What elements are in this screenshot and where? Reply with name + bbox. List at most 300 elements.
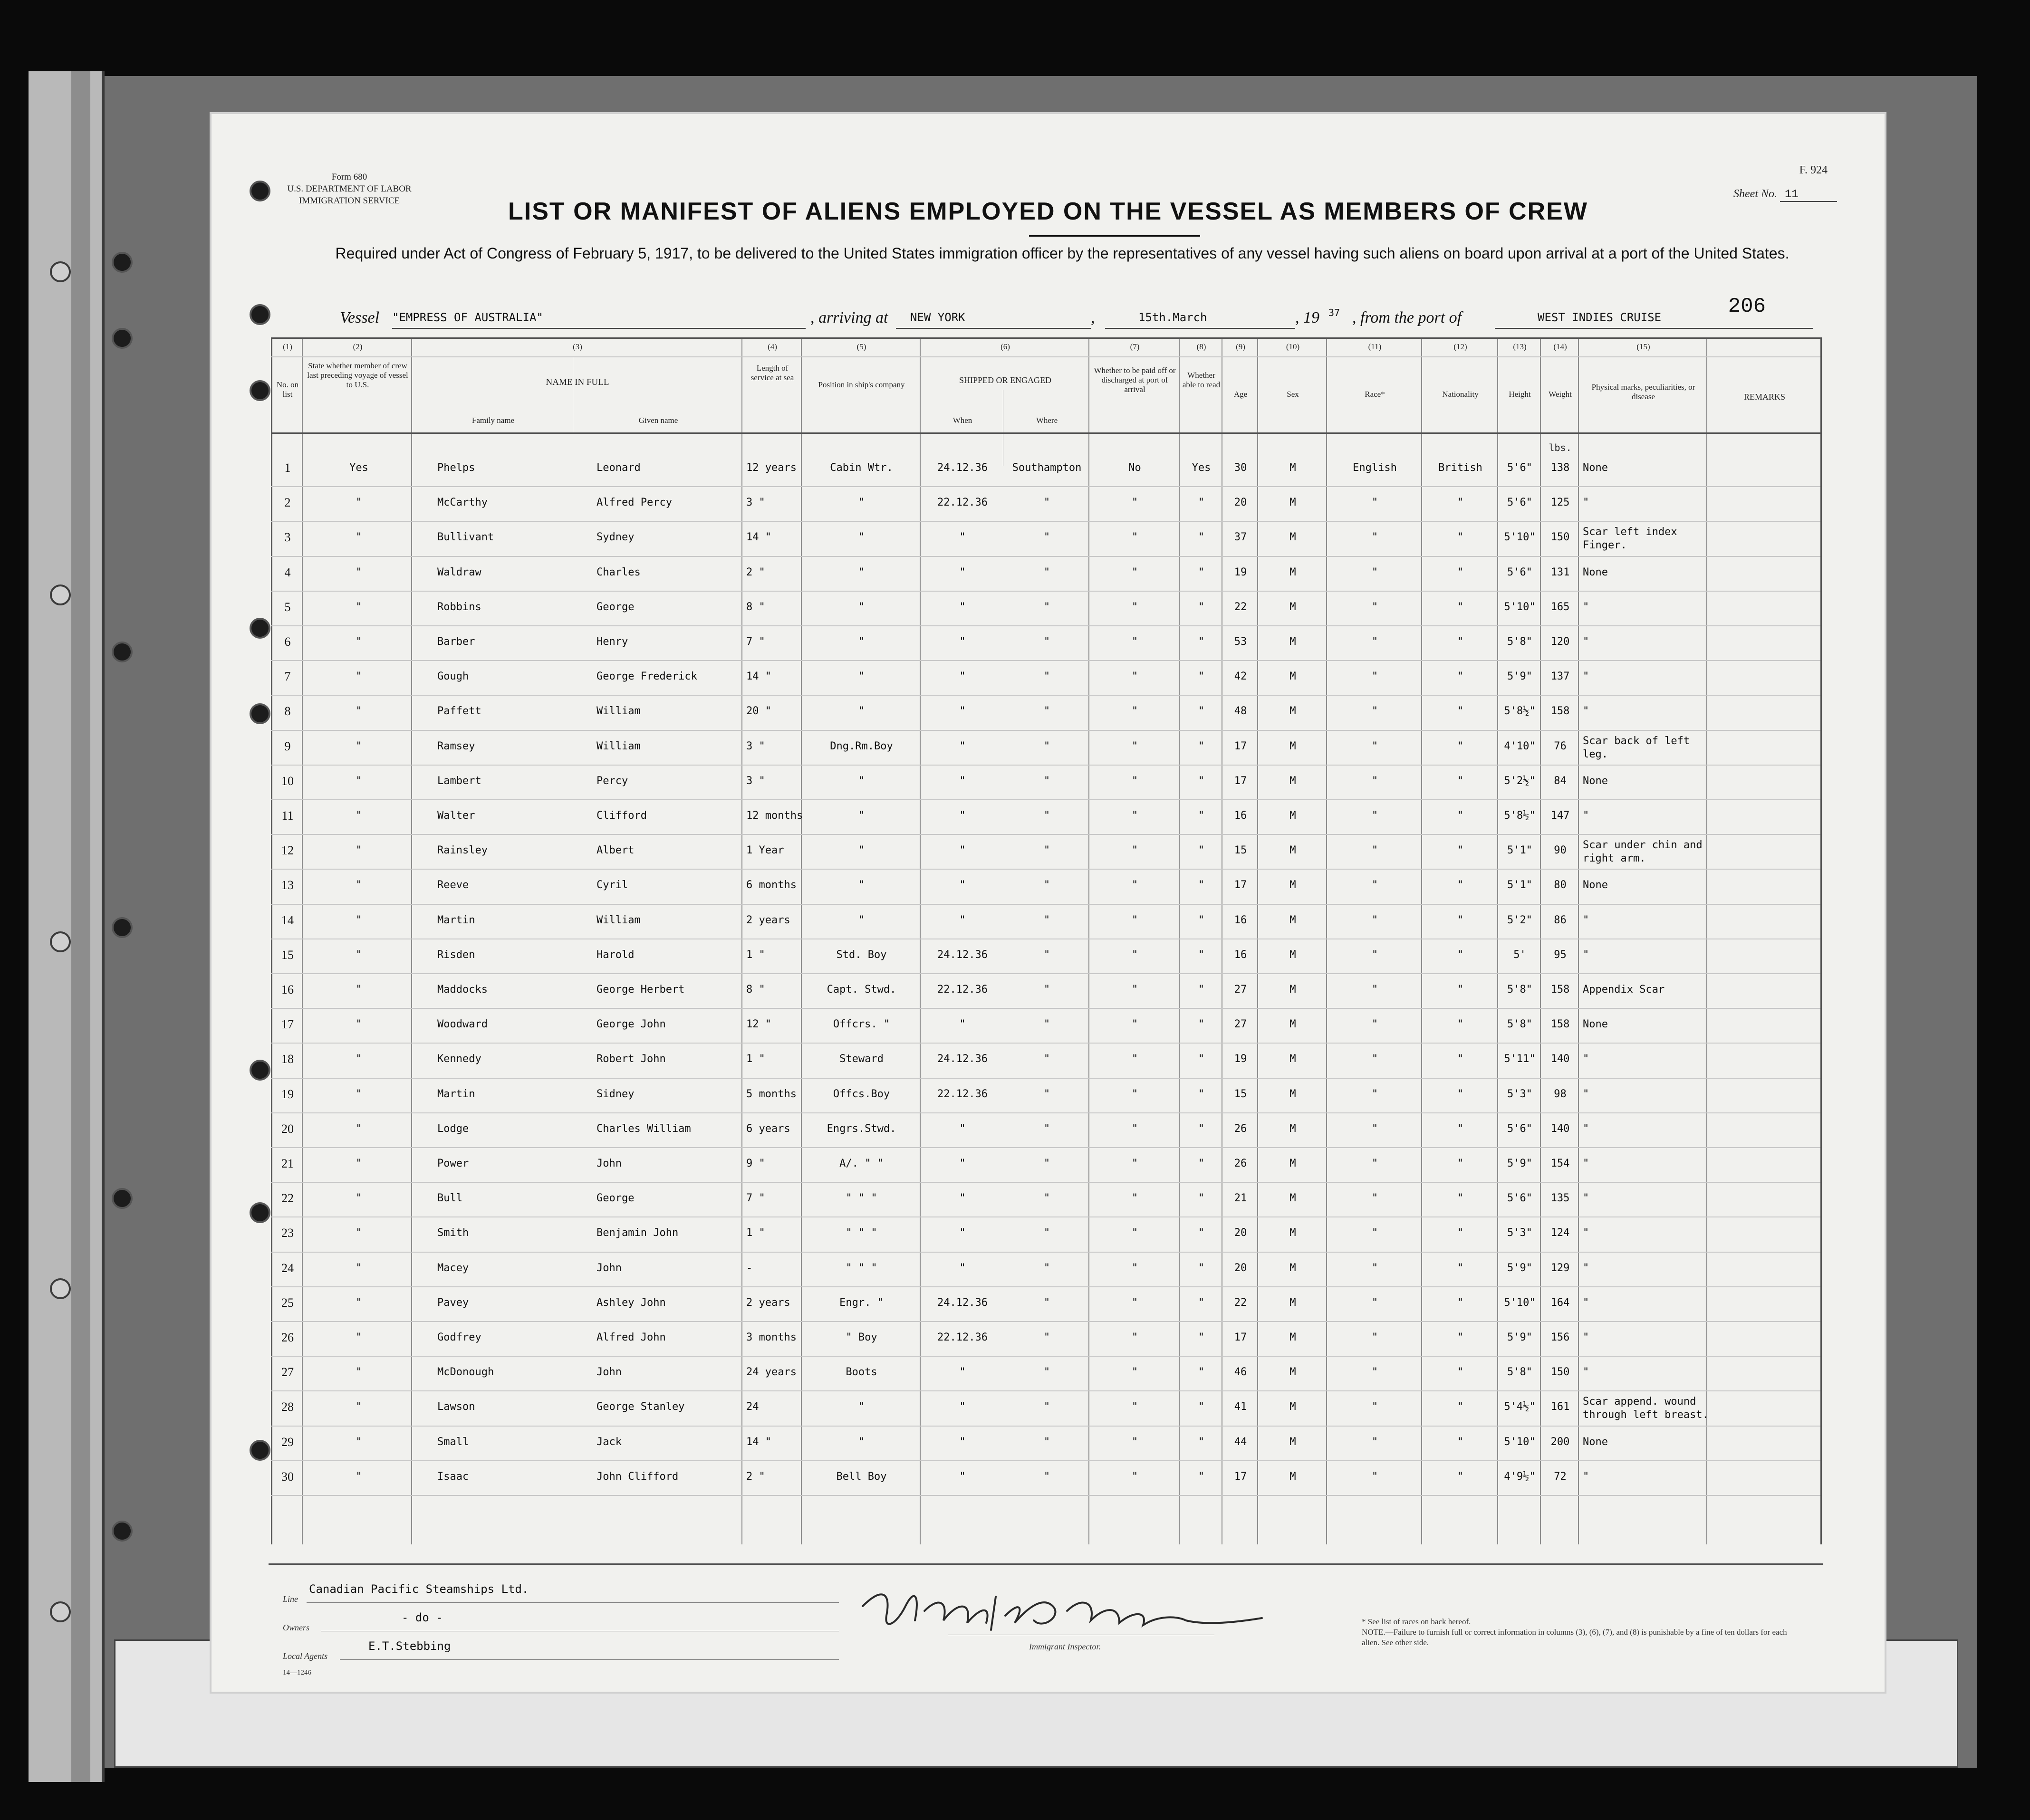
nationality-cell: " [1457, 1331, 1464, 1343]
race-cell: " [1371, 636, 1378, 648]
title-underline [1029, 235, 1200, 237]
binder-hole [50, 1601, 71, 1622]
header-rule [271, 356, 1820, 357]
paid-off-cell: " [1131, 740, 1138, 752]
height-cell: 5'10" [1504, 1296, 1536, 1309]
arrival-date: 15th.March [1105, 311, 1295, 329]
table-row [212, 765, 1885, 799]
previous-voyage-cell: " [356, 497, 362, 509]
physical-marks-cell: " [1583, 810, 1589, 822]
length-of-service-cell: 1 " [746, 1227, 765, 1239]
given-name-cell: George Frederick [596, 671, 697, 683]
able-to-read-cell: " [1198, 810, 1205, 822]
length-of-service-cell: 3 " [746, 775, 765, 787]
family-name-cell: Martin [437, 914, 475, 926]
col-age: Age [1233, 390, 1248, 399]
shipped-when-cell: " [959, 1192, 966, 1205]
sex-cell: M [1289, 775, 1296, 787]
nationality-cell: " [1457, 844, 1464, 857]
race-cell: " [1371, 914, 1378, 926]
height-cell: 5'1" [1507, 879, 1532, 891]
weight-cell: 154 [1550, 1158, 1570, 1169]
table-row [212, 1390, 1885, 1425]
physical-marks-cell: " [1583, 948, 1589, 961]
length-of-service-cell: 12 months [746, 810, 803, 822]
race-cell: " [1371, 740, 1378, 752]
physical-marks-cell: " [1583, 1470, 1589, 1483]
physical-marks-cell: " [1583, 1053, 1589, 1065]
shipped-when-cell: " [959, 531, 966, 544]
length-of-service-cell: 20 " [746, 705, 771, 718]
weight-cell: 95 [1554, 948, 1567, 961]
height-cell: 4'9½" [1504, 1470, 1536, 1483]
binder-spine [29, 71, 105, 1782]
col-7-number: (7) [1130, 342, 1140, 351]
agents-underline [340, 1659, 839, 1660]
paid-off-cell: " [1131, 566, 1138, 578]
table-row [212, 1008, 1885, 1043]
from-port: WEST INDIES CRUISE [1495, 311, 1813, 329]
shipped-when-cell: " [959, 844, 966, 857]
given-name-cell: John [596, 1262, 622, 1274]
shipped-where-cell: " [1043, 1053, 1050, 1065]
previous-voyage-cell: " [356, 1018, 362, 1031]
arrival-port: NEW YORK [896, 311, 1091, 329]
shipped-where-cell: " [1043, 601, 1050, 613]
able-to-read-cell: " [1198, 705, 1205, 718]
col-previous-voyage: State whether member of crew last preceding voyage of vessel to U.S. [307, 361, 408, 389]
shipped-where-cell: " [1043, 1296, 1050, 1309]
paid-off-cell: " [1131, 810, 1138, 822]
paid-off-cell: " [1131, 775, 1138, 787]
shipped-where-cell: " [1043, 914, 1050, 926]
race-cell: " [1371, 1122, 1378, 1135]
weight-cell: 200 [1550, 1436, 1570, 1448]
previous-voyage-cell: Yes [349, 462, 368, 474]
col-4-number: (4) [768, 342, 777, 351]
height-cell: 5'9" [1507, 1331, 1532, 1343]
year-prefix: , 19 [1295, 309, 1319, 326]
shipped-when-cell: " [959, 775, 966, 787]
col-1-number: (1) [283, 342, 292, 351]
given-name-cell: Percy [596, 775, 628, 787]
age-cell: 26 [1234, 1158, 1247, 1169]
paid-off-cell: " [1131, 601, 1138, 613]
age-cell: 20 [1234, 1262, 1247, 1274]
form-code: F. 924 [1799, 164, 1828, 176]
vessel-name: "EMPRESS OF AUSTRALIA" [392, 311, 806, 329]
row-number-cell: 3 [284, 530, 291, 545]
nationality-cell: " [1457, 1122, 1464, 1135]
able-to-read-cell: " [1198, 566, 1205, 578]
given-name-cell: Leonard [596, 462, 641, 474]
weight-cell: 164 [1550, 1296, 1570, 1309]
age-cell: 20 [1234, 497, 1247, 509]
position-cell: " [858, 601, 865, 613]
family-name-cell: Small [437, 1436, 469, 1448]
able-to-read-cell: " [1198, 775, 1205, 787]
nationality-cell: " [1457, 984, 1464, 996]
shipped-where-cell: " [1043, 844, 1050, 857]
weight-cell: 76 [1554, 740, 1567, 752]
row-number-cell: 4 [284, 565, 291, 579]
row-number-cell: 10 [281, 774, 294, 788]
race-cell: " [1371, 531, 1378, 544]
form-number: Form 680 [331, 172, 367, 182]
table-row [212, 521, 1885, 556]
row-number-cell: 30 [281, 1469, 294, 1484]
paid-off-cell: " [1131, 531, 1138, 544]
col-height: Height [1509, 390, 1531, 399]
physical-marks-cell: Scar under chin and right arm. [1583, 839, 1703, 865]
given-name-cell: John [596, 1366, 622, 1379]
col-no-on-list: No. on list [276, 380, 299, 399]
able-to-read-cell: " [1198, 879, 1205, 891]
length-of-service-cell: 6 months [746, 879, 797, 891]
previous-voyage-cell: " [356, 1053, 362, 1065]
family-name-cell: Robbins [437, 601, 481, 613]
shipped-where-cell: " [1043, 810, 1050, 822]
sex-cell: M [1289, 1158, 1296, 1169]
position-cell: Capt. Stwd. [827, 984, 896, 996]
age-cell: 22 [1234, 601, 1247, 613]
given-name-cell: George John [596, 1018, 666, 1031]
shipped-when-cell: 24.12.36 [937, 1053, 988, 1065]
sex-cell: M [1289, 810, 1296, 822]
nationality-cell: " [1457, 1227, 1464, 1239]
page-number: 206 [1728, 295, 1766, 318]
weight-cell: 161 [1550, 1401, 1570, 1413]
table-row [212, 1356, 1885, 1390]
col-able-to-read: Whether able to read [1182, 371, 1221, 389]
row-number-cell: 17 [281, 1017, 294, 1032]
year-suffix: 37 [1328, 307, 1340, 318]
age-cell: 16 [1234, 914, 1247, 926]
race-cell: " [1371, 1470, 1378, 1483]
binder-hole [112, 328, 133, 349]
shipped-where-cell: " [1043, 879, 1050, 891]
age-cell: 27 [1234, 1018, 1247, 1031]
length-of-service-cell: 3 " [746, 497, 765, 509]
manifest-footer [212, 1563, 1885, 1682]
previous-voyage-cell: " [356, 671, 362, 683]
row-number-cell: 21 [281, 1157, 294, 1170]
row-number-cell: 19 [281, 1087, 294, 1101]
table-row [212, 1252, 1885, 1286]
table-row [212, 834, 1885, 869]
previous-voyage-cell: " [356, 775, 362, 787]
able-to-read-cell: " [1198, 984, 1205, 996]
nationality-cell: " [1457, 636, 1464, 648]
nationality-cell: " [1457, 1296, 1464, 1309]
position-cell: " " " [846, 1227, 877, 1239]
height-cell: 5'6" [1507, 1122, 1532, 1135]
previous-voyage-cell: " [356, 1158, 362, 1169]
shipped-where-cell: " [1043, 984, 1050, 996]
length-of-service-cell: 2 " [746, 566, 765, 578]
family-name-cell: Bull [437, 1192, 462, 1205]
length-of-service-cell: 9 " [746, 1158, 765, 1169]
paid-off-cell: " [1131, 1436, 1138, 1448]
given-name-cell: William [596, 914, 641, 926]
given-name-cell: Clifford [596, 810, 647, 822]
table-row [212, 1147, 1885, 1182]
row-number-cell: 2 [284, 496, 291, 510]
able-to-read-cell: " [1198, 1122, 1205, 1135]
shipped-where-cell: " [1043, 1366, 1050, 1379]
able-to-read-cell: " [1198, 1401, 1205, 1413]
length-of-service-cell: 12 " [746, 1018, 771, 1031]
previous-voyage-cell: " [356, 636, 362, 648]
family-name-cell: Paffett [437, 705, 481, 718]
paid-off-cell: " [1131, 1053, 1138, 1065]
able-to-read-cell: " [1198, 1053, 1205, 1065]
paid-off-cell: " [1131, 1470, 1138, 1483]
position-cell: Engrs.Stwd. [827, 1122, 896, 1135]
table-row [212, 1460, 1885, 1495]
race-cell: " [1371, 1401, 1378, 1413]
col-physical-marks: Physical marks, peculiarities, or disease [1591, 383, 1695, 401]
age-cell: 16 [1234, 948, 1247, 961]
race-cell: " [1371, 1053, 1378, 1065]
shipped-when-cell: 22.12.36 [937, 497, 988, 509]
position-cell: Offcs.Boy [833, 1088, 890, 1100]
height-cell: 5'8½" [1504, 810, 1536, 822]
able-to-read-cell: " [1198, 844, 1205, 857]
nationality-cell: " [1457, 1366, 1464, 1379]
age-cell: 30 [1234, 462, 1247, 474]
sex-cell: M [1289, 1436, 1296, 1448]
age-cell: 27 [1234, 984, 1247, 996]
paid-off-cell: " [1131, 1122, 1138, 1135]
family-name-cell: Gough [437, 671, 469, 683]
length-of-service-cell: 14 " [746, 671, 771, 683]
given-name-cell: Sydney [596, 531, 635, 544]
shipped-when-cell: " [959, 1262, 966, 1274]
position-cell: Engr. " [839, 1296, 884, 1309]
table-row [212, 904, 1885, 939]
row-number-cell: 7 [284, 670, 291, 684]
family-name-cell: Lambert [437, 775, 481, 787]
shipped-where-cell: " [1043, 1262, 1050, 1274]
given-name-cell: Albert [596, 844, 635, 857]
able-to-read-cell: " [1198, 601, 1205, 613]
able-to-read-cell: " [1198, 1296, 1205, 1309]
race-cell: English [1353, 462, 1397, 474]
age-cell: 53 [1234, 636, 1247, 648]
previous-voyage-cell: " [356, 1192, 362, 1205]
position-cell: " [858, 1436, 865, 1448]
row-number-cell: 29 [281, 1435, 294, 1449]
given-name-cell: Ashley John [596, 1296, 666, 1309]
binder-hole [50, 931, 71, 952]
given-name-cell: Alfred John [596, 1331, 666, 1343]
table-row [212, 939, 1885, 973]
able-to-read-cell: " [1198, 1436, 1205, 1448]
position-cell: " [858, 879, 865, 891]
nationality-cell: " [1457, 740, 1464, 752]
shipped-when-cell: " [959, 879, 966, 891]
sex-cell: M [1289, 1331, 1296, 1343]
position-cell: Steward [839, 1053, 884, 1065]
binder-hole [112, 642, 133, 662]
weight-cell: 158 [1550, 984, 1570, 996]
shipped-where-cell: " [1043, 1401, 1050, 1413]
shipped-when-cell: " [959, 914, 966, 926]
family-name-cell: Phelps [437, 462, 475, 474]
position-cell: " [858, 775, 865, 787]
race-cell: " [1371, 948, 1378, 961]
physical-marks-cell: " [1583, 671, 1589, 683]
length-of-service-cell: 8 " [746, 601, 765, 613]
penalty-note: NOTE.—Failure to furnish full or correct information in columns (3), (6), (7), and (8) is punishable by a fine of ten dollars for each alien. See other side. [1362, 1628, 1787, 1647]
col-where: Where [1036, 416, 1058, 425]
table-row [212, 973, 1885, 1008]
weight-cell: 98 [1554, 1088, 1567, 1100]
length-of-service-cell: 1 " [746, 1053, 765, 1065]
given-name-cell: Jack [596, 1436, 622, 1448]
able-to-read-cell: " [1198, 914, 1205, 926]
table-row [212, 451, 1885, 486]
document-subtitle: Required under Act of Congress of February 5, 1917, to be delivered to the United States immigration officer by the representatives of any vessel having such aliens on board upon arrival at a port of the United States. [335, 245, 1789, 262]
shipped-when-cell: " [959, 1436, 966, 1448]
race-cell: " [1371, 775, 1378, 787]
given-name-cell: George Stanley [596, 1401, 685, 1413]
table-row [212, 1217, 1885, 1251]
row-number-cell: 24 [281, 1261, 294, 1275]
able-to-read-cell: " [1198, 1470, 1205, 1483]
line-label: Line [283, 1594, 298, 1604]
previous-voyage-cell: " [356, 984, 362, 996]
family-name-cell: Godfrey [437, 1331, 481, 1343]
weight-cell: 140 [1550, 1122, 1570, 1135]
row-number-cell: 16 [281, 983, 294, 996]
previous-voyage-cell: " [356, 601, 362, 613]
row-number-cell: 8 [284, 704, 291, 718]
weight-cell: 138 [1550, 462, 1570, 474]
length-of-service-cell: 2 years [746, 1296, 790, 1309]
paid-off-cell: " [1131, 1088, 1138, 1100]
nationality-cell: " [1457, 1158, 1464, 1169]
shipped-where-cell: Southampton [1012, 462, 1082, 474]
sex-cell: M [1289, 1122, 1296, 1135]
weight-cell: 90 [1554, 844, 1567, 857]
position-cell: " [858, 810, 865, 822]
shipped-where-cell: " [1043, 705, 1050, 718]
shipped-when-cell: 22.12.36 [937, 1088, 988, 1100]
physical-marks-cell: None [1583, 1436, 1608, 1448]
height-cell: 5'8" [1507, 1018, 1532, 1031]
nationality-cell: " [1457, 775, 1464, 787]
previous-voyage-cell: " [356, 879, 362, 891]
position-cell: " [858, 671, 865, 683]
able-to-read-cell: " [1198, 497, 1205, 509]
nationality-cell: British [1438, 462, 1482, 474]
age-cell: 17 [1234, 879, 1247, 891]
nationality-cell: " [1457, 705, 1464, 718]
weight-cell: 80 [1554, 879, 1567, 891]
department-name: U.S. DEPARTMENT OF LABOR [287, 184, 412, 194]
length-of-service-cell: 5 months [746, 1088, 797, 1100]
given-name-cell: John Clifford [596, 1470, 679, 1483]
family-name-cell: Bullivant [437, 531, 494, 544]
sex-cell: M [1289, 1296, 1296, 1309]
nationality-cell: " [1457, 1192, 1464, 1205]
nationality-cell: " [1457, 671, 1464, 683]
row-number-cell: 5 [284, 600, 291, 614]
family-name-cell: Reeve [437, 879, 469, 891]
previous-voyage-cell: " [356, 1436, 362, 1448]
race-cell: " [1371, 705, 1378, 718]
row-number-cell: 18 [281, 1052, 294, 1066]
position-cell: " [858, 636, 865, 648]
previous-voyage-cell: " [356, 1401, 362, 1413]
row-rule [271, 1495, 1820, 1496]
race-cell: " [1371, 844, 1378, 857]
length-of-service-cell: 24 [746, 1401, 759, 1413]
row-number-cell: 6 [284, 635, 291, 649]
row-number-cell: 25 [281, 1295, 294, 1310]
shipped-when-cell: 24.12.36 [937, 948, 988, 961]
nationality-cell: " [1457, 601, 1464, 613]
sex-cell: M [1289, 1366, 1296, 1379]
height-cell: 5'6" [1507, 497, 1532, 509]
physical-marks-cell: " [1583, 1192, 1589, 1205]
age-cell: 16 [1234, 810, 1247, 822]
paid-off-cell: " [1131, 948, 1138, 961]
family-name-cell: McDonough [437, 1366, 494, 1379]
age-cell: 37 [1234, 531, 1247, 544]
col-length-of-service: Length of service at sea [750, 364, 794, 382]
sex-cell: M [1289, 844, 1296, 857]
table-row [212, 1078, 1885, 1112]
length-of-service-cell: 8 " [746, 984, 765, 996]
date-separator: , [1091, 309, 1095, 326]
able-to-read-cell: " [1198, 1227, 1205, 1239]
shipped-when-cell: 24.12.36 [937, 462, 988, 474]
race-cell: " [1371, 1088, 1378, 1100]
paid-off-cell: " [1131, 1018, 1138, 1031]
family-name-cell: Pavey [437, 1296, 469, 1309]
col-shipped-or-engaged: SHIPPED OR ENGAGED [959, 375, 1051, 385]
weight-cell: 86 [1554, 914, 1567, 926]
paid-off-cell: " [1131, 879, 1138, 891]
weight-cell: 137 [1550, 671, 1570, 683]
physical-marks-cell: " [1583, 1331, 1589, 1343]
col-remarks: REMARKS [1743, 392, 1786, 402]
col-nationality: Nationality [1442, 390, 1479, 399]
family-name-cell: Waldraw [437, 566, 481, 578]
height-cell: 5'8" [1507, 636, 1532, 648]
binder-hole [50, 584, 71, 605]
height-cell: 5'4½" [1504, 1401, 1536, 1413]
physical-marks-cell: None [1583, 462, 1608, 474]
weight-cell: 125 [1550, 497, 1570, 509]
shipped-where-cell: " [1043, 1470, 1050, 1483]
position-cell: " [858, 705, 865, 718]
sex-cell: M [1289, 948, 1296, 961]
table-top-rule [271, 337, 1820, 339]
given-name-cell: Robert John [596, 1053, 666, 1065]
row-number-cell: 26 [281, 1331, 294, 1344]
shipped-when-cell: " [959, 1227, 966, 1239]
given-name-cell: William [596, 740, 641, 752]
height-cell: 4'10" [1504, 740, 1536, 752]
previous-voyage-cell: " [356, 1088, 362, 1100]
given-name-cell: Harold [596, 948, 635, 961]
weight-cell: 140 [1550, 1053, 1570, 1065]
manifest-sheet [212, 114, 1885, 1692]
